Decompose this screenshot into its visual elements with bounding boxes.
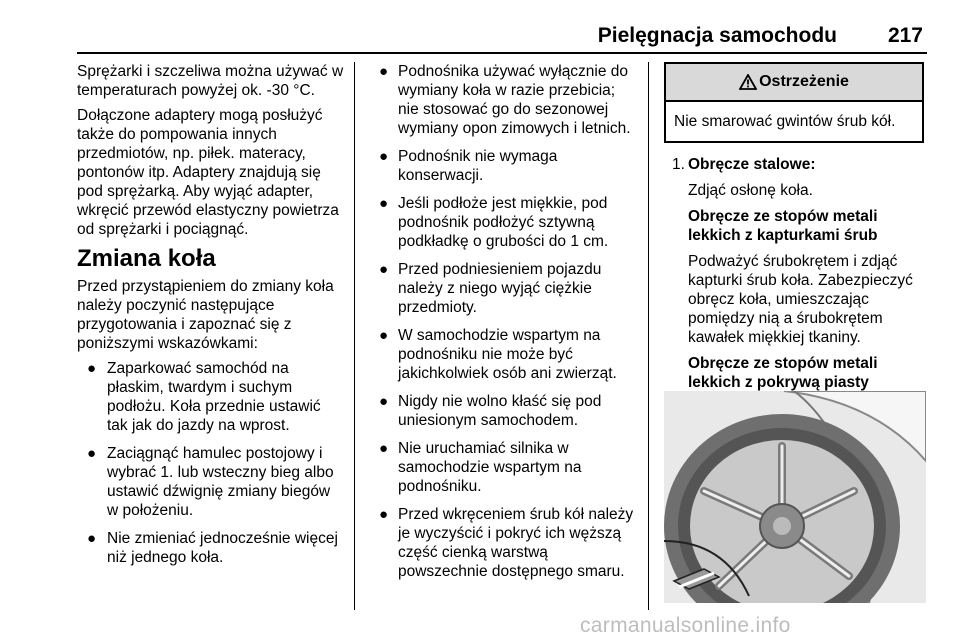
warning-box	[664, 62, 924, 143]
list-item	[376, 326, 638, 383]
list-item-text: Podnośnik nie wymaga konserwacji.	[398, 148, 558, 184]
list-item	[376, 194, 638, 251]
wheel-illustration	[664, 391, 926, 603]
list-item-text: Zaciągnąć hamulec postojowy i wybrać 1. lub wsteczny bieg albo ustawić dźwignię zmiany biegów w położeniu.	[107, 445, 334, 519]
subheading-alloy-hub: Obręcze ze stopów metali lekkich z pokrywą piasty	[688, 355, 878, 391]
bullet-icon: ●	[87, 530, 97, 547]
list-item	[376, 147, 638, 185]
column-divider	[648, 62, 649, 610]
list-item	[85, 529, 345, 567]
bullet-icon: ●	[379, 63, 389, 80]
column-divider	[354, 62, 355, 610]
bullet-list	[376, 62, 638, 581]
warning-title: Ostrzeżenie	[759, 73, 849, 90]
alloy-caps-text: Podważyć śrubokrętem i zdjąć kapturki śrub koła. Zabezpieczyć obręcz koła, umieszczając pomiędzy nią a śrubokrętem kawałek miękkiej tkaniny.	[688, 253, 913, 346]
paragraph: Dołączone adaptery mogą posłużyć także do pompowania innych przedmiotów, np. piłek. materacy, pontonów itp. Adaptery znajdują się pod sprężarką. Aby wyjąć adapter, wkręcić przewód elastyczny powietrza od sprężarki i pociągnąć.	[77, 107, 339, 238]
list-item-text: Jeśli podłoże jest miękkie, pod podnośnik podłożyć sztywną podkładkę o grubości do 1 cm.	[398, 195, 609, 250]
numbered-list	[664, 155, 926, 418]
column-left	[77, 62, 345, 576]
list-item	[85, 444, 345, 520]
paragraph: Sprężarki i szczeliwa można używać w temperaturach powyżej ok. -30 °C.	[77, 63, 344, 99]
column-middle	[376, 62, 638, 590]
page-header	[77, 22, 927, 54]
bullet-icon: ●	[379, 506, 389, 523]
list-item	[85, 359, 345, 435]
list-item	[376, 62, 638, 138]
list-item-text: Nigdy nie wolno kłaść się pod uniesionym samochodem.	[398, 393, 602, 429]
list-item	[376, 260, 638, 317]
warning-triangle-icon	[739, 74, 757, 90]
subheading-alloy-caps: Obręcze ze stopów metali lekkich z kapturkami śrub	[688, 208, 878, 244]
intro-paragraph: Przed przystąpieniem do zmiany koła należy poczynić następujące przygotowania i zapoznać się z poniższymi wskazówkami:	[77, 278, 334, 352]
numbered-item	[664, 155, 926, 418]
bullet-icon: ●	[379, 261, 389, 278]
list-item-text: Przed podniesieniem pojazdu należy z niego wyjąć ciężkie przedmioty.	[398, 261, 602, 316]
bullet-icon: ●	[379, 148, 389, 165]
header-title: Pielęgnacja samochodu	[597, 24, 837, 47]
bullet-icon: ●	[87, 445, 97, 462]
list-item-text: Nie zmieniać jednocześnie więcej niż jednego koła.	[107, 530, 338, 566]
bullet-icon: ●	[379, 440, 389, 457]
list-item-text: W samochodzie wspartym na podnośniku nie może być jakichkolwiek osób ani zwierząt.	[398, 327, 617, 382]
bullet-icon: ●	[379, 195, 389, 212]
bullet-icon: ●	[379, 393, 389, 410]
list-item	[376, 392, 638, 430]
bullet-icon: ●	[379, 327, 389, 344]
bullet-icon: ●	[87, 360, 97, 377]
bullet-list	[85, 359, 345, 567]
item-number: 1.	[672, 156, 685, 173]
column-right	[664, 62, 926, 425]
subheading-steel: Obręcze stalowe:	[688, 156, 816, 173]
warning-header	[666, 64, 922, 102]
list-item-text: Podnośnika używać wyłącznie do wymiany koła w razie przebicia; nie stosować go do sezonowej wymiany opon zimowych i letnich.	[398, 63, 631, 137]
list-item-text: Przed wkręceniem śrub kół należy je wyczyścić i pokryć ich węższą część cienką warstwą powszechnie dostępnego smaru.	[398, 506, 634, 580]
steel-text: Zdjąć osłonę koła.	[688, 182, 813, 199]
warning-text: Nie smarować gwintów śrub kół.	[674, 113, 896, 130]
page-number: 217	[887, 24, 923, 47]
watermark: carmanualsonline.info	[580, 614, 791, 637]
list-item	[376, 505, 638, 581]
list-item	[376, 439, 638, 496]
section-heading: Zmiana koła	[77, 245, 216, 272]
list-item-text: Nie uruchamiać silnika w samochodzie wspartym na podnośniku.	[398, 440, 582, 495]
list-item-text: Zaparkować samochód na płaskim, twardym i suchym podłożu. Koła przednie ustawić tak jak do jazdy na wprost.	[107, 360, 321, 434]
wheel-drawing	[664, 391, 926, 603]
